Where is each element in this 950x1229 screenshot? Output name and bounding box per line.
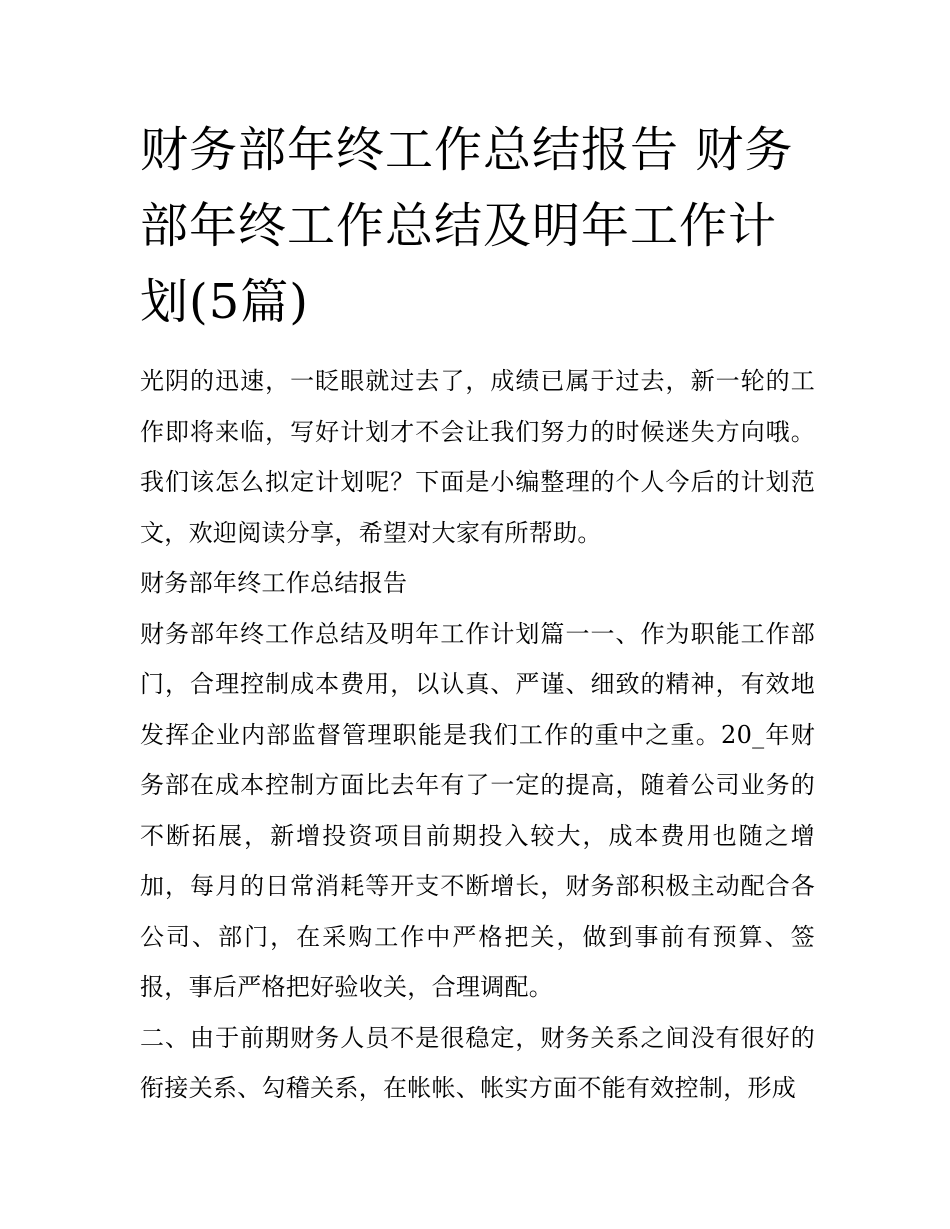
paragraph-intro: 光阴的迅速，一眨眼就过去了，成绩已属于过去，新一轮的工作即将来临，写好计划才不会让我们努力的时候迷失方向哦。我们该怎么拟定计划呢？下面是小编整理的个人今后的计划范文，欢迎阅读分享，希望对大家有所帮助。 [140,367,815,547]
document-title: 财务部年终工作总结报告 财务部年终工作总结及明年工作计划(5篇) [140,122,794,330]
paragraph-section-one: 财务部年终工作总结及明年工作计划篇一一、作为职能工作部门，合理控制成本费用，以认真、严谨、细致的精神，有效地发挥企业内部监督管理职能是我们工作的重中之重。20_年财务部在成本控制方面比去年有了一定的提高，随着公司业务的不断拓展，新增投资项目前期投入较大，成本费用也随之增加，每月的日常消耗等开支不断增长，财务部积极主动配合各公司、部门，在采购工作中严格把关，做到事前有预算、签报，事后严格把好验收关，合理调配。 [140,619,815,1001]
document-page [140,112,815,1114]
paragraph-heading: 财务部年终工作总结报告 [140,569,408,597]
paragraph-section-two: 二、由于前期财务人员不是很稳定，财务关系之间没有很好的衔接关系、勾稽关系，在帐帐、帐实方面不能有效控制，形成 [140,1023,815,1102]
document-body [140,356,815,1114]
